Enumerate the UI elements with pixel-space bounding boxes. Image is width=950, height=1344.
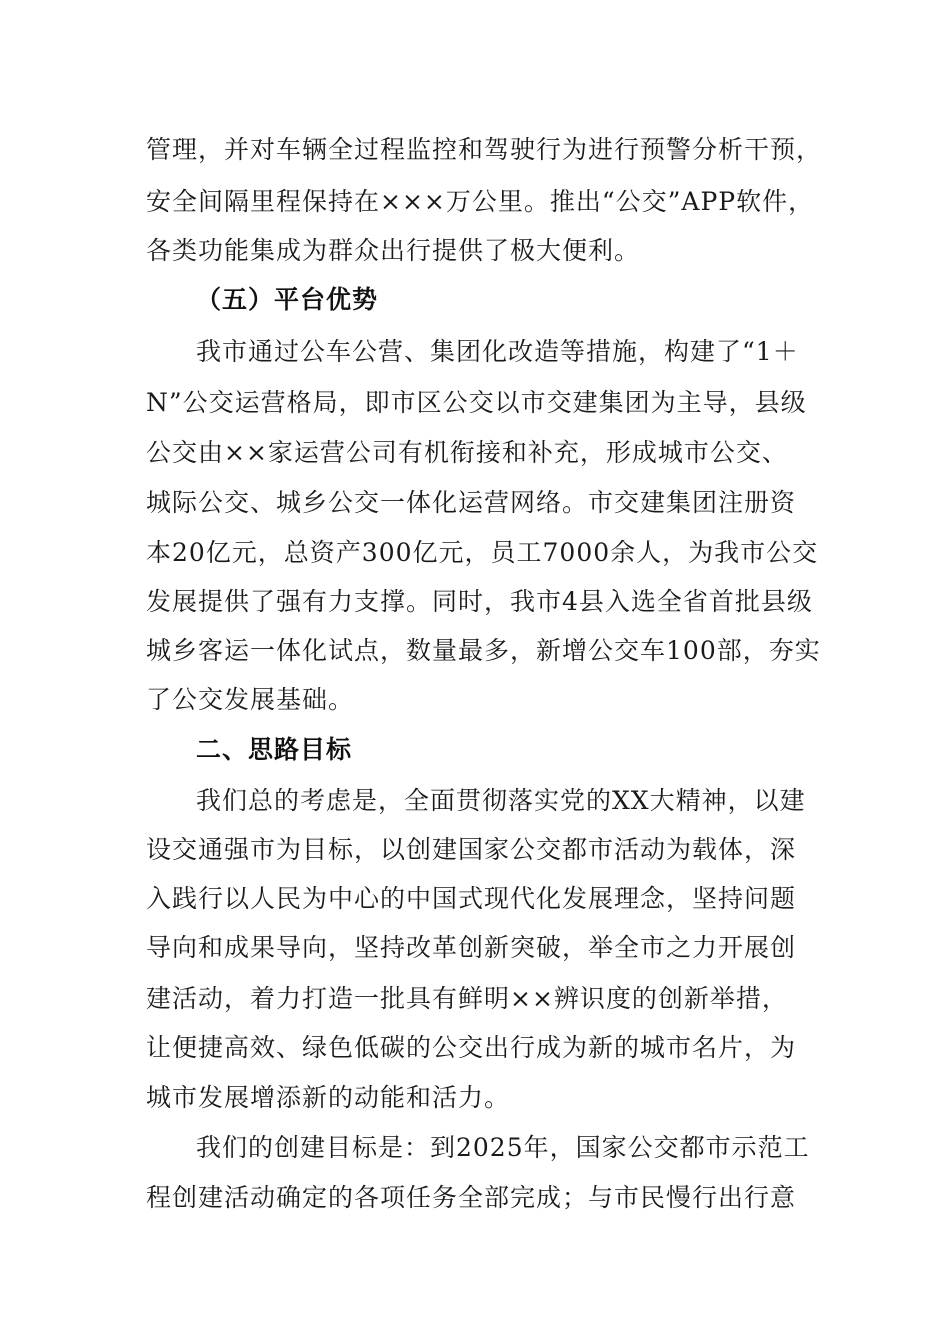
body-line: 本20亿元，总资产300亿元，员工7000余人，为我市公交	[146, 538, 819, 567]
body-line: 入践行以人民为中心的中国式现代化发展理念，坚持问题	[146, 884, 797, 913]
body-line: 让便捷高效、绿色低碳的公交出行成为新的城市名片，为	[146, 1033, 797, 1062]
body-line: 安全间隔里程保持在×××万公里。推出“公交”APP软件，	[146, 187, 815, 216]
body-line: 管理，并对车辆全过程监控和驾驶行为进行预警分析干预，	[146, 135, 823, 164]
body-line: 程创建活动确定的各项任务全部完成；与市民慢行出行意	[146, 1183, 797, 1212]
paragraph-first-line: 我市通过公车公营、集团化改造等措施，构建了“1＋	[196, 337, 799, 366]
body-line: 了公交发展基础。	[146, 685, 355, 714]
body-line: N”公交运营格局，即市区公交以市交建集团为主导，县级	[146, 388, 807, 417]
body-line: 导向和成果导向，坚持改革创新突破，举全市之力开展创	[146, 933, 797, 962]
paragraph-first-line: 我们总的考虑是，全面贯彻落实党的XX大精神，以建	[196, 786, 806, 815]
body-line: 城际公交、城乡公交一体化运营网络。市交建集团注册资	[146, 488, 797, 517]
section-heading-ideas-goals: 二、思路目标	[196, 735, 353, 764]
body-line: 各类功能集成为群众出行提供了极大便利。	[146, 236, 641, 265]
paragraph-first-line: 我们的创建目标是：到2025年，国家公交都市示范工	[196, 1133, 810, 1162]
body-line: 城市发展增添新的动能和活力。	[146, 1083, 511, 1112]
body-line: 城乡客运一体化试点，数量最多，新增公交车100部，夯实	[146, 636, 821, 665]
section-heading-platform-advantage: （五）平台优势	[196, 285, 379, 314]
body-line: 设交通强市为目标，以创建国家公交都市活动为载体，深	[146, 835, 797, 864]
body-line: 公交由××家运营公司有机衔接和补充，形成城市公交、	[146, 438, 788, 467]
body-line: 建活动，着力打造一批具有鲜明××辨识度的创新举措，	[146, 984, 788, 1013]
body-line: 发展提供了强有力支撑。同时，我市4县入选全省首批县级	[146, 587, 813, 616]
